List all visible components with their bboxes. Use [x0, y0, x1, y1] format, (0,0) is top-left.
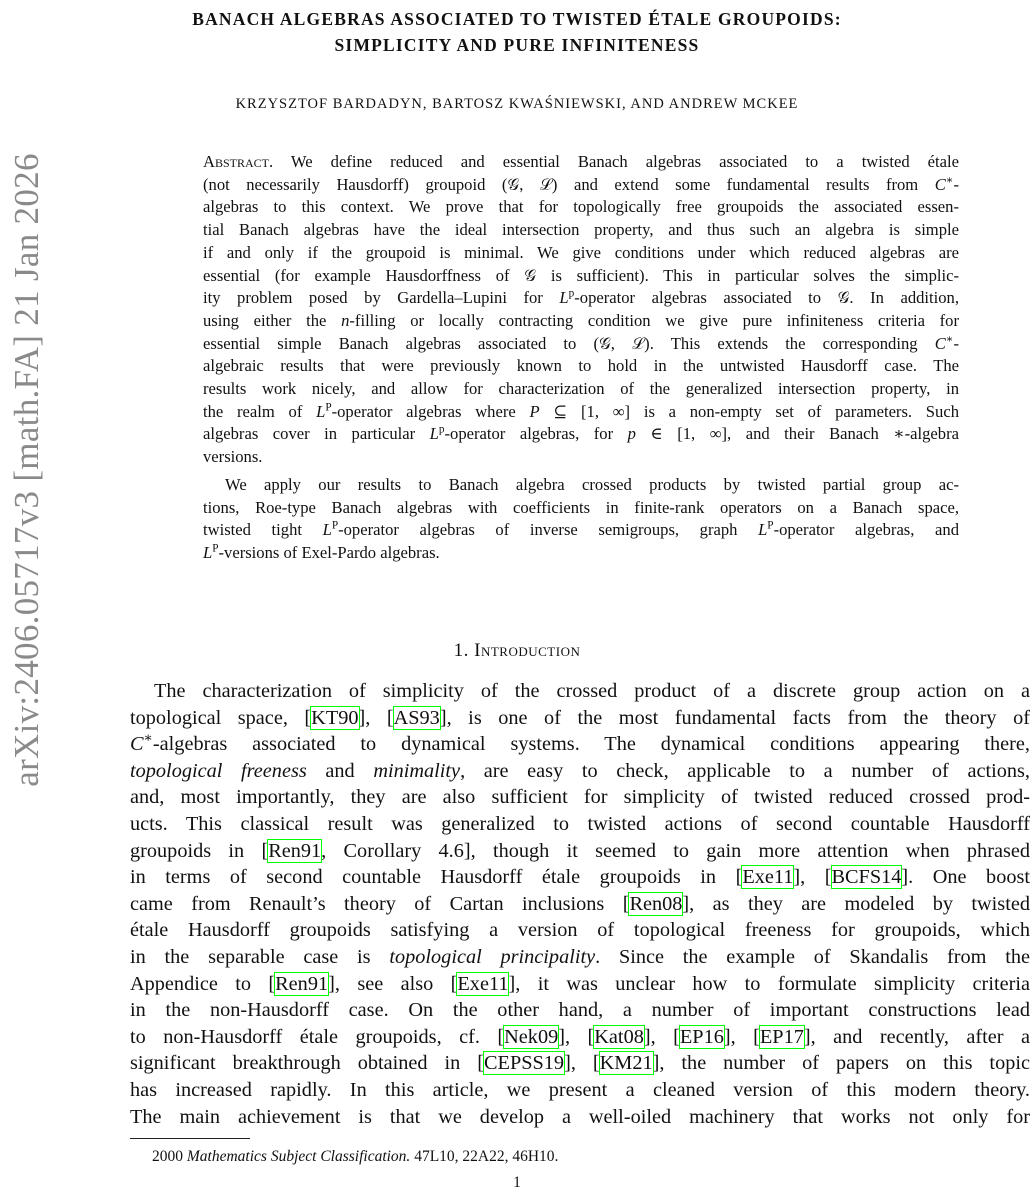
citation-link[interactable]: Ren91 — [275, 972, 329, 995]
text-run: to non-Hausdorff étale groupoids, cf. [ — [130, 1025, 505, 1048]
text-run: -operator algebras of inverse semigroups, graph — [338, 520, 759, 540]
superscript: P — [325, 401, 332, 414]
text-line — [203, 474, 959, 497]
text-run: The main achievement is that we develop a well-oiled machinery that works not only for — [130, 1105, 1030, 1128]
text-run: L — [559, 288, 569, 308]
text-line — [130, 864, 1030, 891]
citation-link[interactable]: AS93 — [393, 706, 440, 729]
text-line — [130, 997, 1030, 1024]
text-run: and — [306, 759, 374, 782]
citation-link[interactable]: CEPSS19 — [484, 1052, 565, 1075]
superscript: p — [568, 287, 575, 300]
text-run: L — [316, 401, 326, 421]
text-run: . Since the example of Skandalis from the — [595, 945, 1030, 968]
superscript: ∗ — [945, 174, 954, 187]
text-line — [203, 423, 959, 446]
text-line — [130, 1077, 1030, 1104]
text-run: -versions of Exel-Pardo algebras. — [218, 543, 440, 563]
text-run: L — [203, 543, 213, 563]
text-run: Abstract. — [203, 152, 274, 171]
citation-link[interactable]: Exe11 — [742, 866, 794, 889]
superscript: ∗ — [143, 730, 153, 746]
text-run: essential (for example Hausdorffness of 𝒢 is sufficient). This in particular solves the simplic- — [203, 265, 959, 285]
text-line — [203, 219, 959, 242]
text-run: ], is one of the most fundamental facts from the theory of — [439, 706, 1030, 729]
text-line — [203, 265, 959, 288]
text-run: , Corollary 4.6], though it seemed to gain more attention when phrased — [321, 839, 1030, 862]
footnote — [152, 1148, 558, 1166]
text-run: ], [ — [558, 1025, 595, 1048]
text-line — [130, 731, 1030, 758]
abstract-paragraph-2 — [203, 474, 959, 565]
citation-link[interactable]: Exe11 — [457, 972, 509, 995]
text-run: -operator algebras associated to 𝒢. In addition, — [574, 288, 959, 308]
superscript: P — [331, 519, 339, 532]
citation-link[interactable]: Ren91 — [268, 839, 322, 862]
section-number: 1. — [453, 640, 469, 661]
text-line — [130, 678, 1030, 705]
text-line — [130, 758, 1030, 785]
citation-link[interactable]: EP17 — [759, 1025, 804, 1048]
text-run: -operator algebras, for — [444, 424, 628, 444]
text-line — [203, 196, 959, 219]
text-run: C — [130, 733, 144, 756]
text-run: The characterization of simplicity of the crossed product of a discrete group action on a — [154, 680, 1030, 702]
text-run: ], as they are modeled by twisted — [682, 892, 1030, 915]
section-heading — [0, 640, 1034, 662]
text-run: C — [934, 174, 946, 194]
text-line — [203, 310, 959, 333]
text-run: groupoids in [ — [130, 839, 269, 862]
text-run: tial Banach algebras have the ideal intersection property, and thus such an algebra is simple — [203, 220, 959, 240]
text-line — [130, 944, 1030, 971]
text-run: ∈ [1, ∞], and their Banach ∗-algebra — [635, 424, 959, 444]
text-run: ity problem posed by Gardella–Lupini for — [203, 288, 560, 308]
text-line — [203, 287, 959, 310]
text-line — [130, 891, 1030, 918]
text-line — [130, 811, 1030, 838]
text-run: ], the number of papers on this topic — [652, 1052, 1030, 1075]
text-run: ], see also [ — [328, 972, 458, 995]
text-run: minimality — [373, 759, 461, 782]
citation-link[interactable]: KT90 — [311, 706, 359, 729]
text-line — [203, 151, 959, 174]
text-run: using either the — [203, 310, 342, 330]
text-run: algebras cover in particular — [203, 424, 430, 444]
text-line — [130, 1104, 1030, 1131]
text-line — [203, 519, 959, 542]
text-run: ], [ — [358, 706, 394, 729]
text-run: essential simple Banach algebras associated to (𝒢, ℒ). This extends the corresponding — [203, 333, 935, 353]
text-run: in the non-Hausdorff case. On the other hand, a number of important constructions lead — [130, 999, 1030, 1022]
text-run: in the separable case is — [130, 945, 390, 968]
text-run: the realm of — [203, 401, 317, 421]
text-run: ⊆ [1, ∞] is a non-empty set of parameters. Such — [539, 401, 959, 421]
text-run: L — [758, 520, 768, 540]
text-run: L — [322, 520, 332, 540]
text-run: significant breakthrough obtained in [ — [130, 1052, 485, 1075]
text-line — [203, 497, 959, 520]
text-run: results work nicely, and allow for characterization of the generalized intersection property, in — [203, 379, 959, 399]
text-run: We define reduced and essential Banach algebras associated to a twisted étale — [273, 152, 959, 171]
abstract-paragraph-1 — [203, 151, 959, 469]
text-run: twisted tight — [203, 520, 323, 540]
text-run: topological freeness — [130, 759, 307, 782]
text-run: ], it was unclear how to formulate simplicity criteria — [508, 972, 1030, 995]
text-run: étale Hausdorff groupoids satisfying a version of topological freeness for groupoids, which — [130, 919, 1030, 942]
text-run: has increased rapidly. In this article, we present a cleaned version of this modern theory. — [130, 1078, 1030, 1101]
paper-title — [0, 6, 1034, 58]
text-run: Appendice to [ — [130, 972, 276, 995]
citation-link[interactable]: Ren08 — [629, 892, 683, 915]
text-run: - — [953, 174, 959, 194]
introduction-body — [130, 678, 1030, 1130]
text-run: in terms of second countable Hausdorff étale groupoids in [ — [130, 866, 743, 889]
text-run: C — [934, 333, 946, 353]
citation-link[interactable]: Nek09 — [504, 1025, 559, 1048]
superscript: p — [438, 423, 445, 436]
text-run: algebras to this context. We prove that for topologically free groupoids the associated essen- — [203, 197, 959, 217]
superscript: P — [212, 542, 219, 555]
text-run: came from Renault’s theory of Cartan inclusions [ — [130, 892, 630, 915]
text-run: if and only if the groupoid is minimal. We give conditions under which reduced algebras are — [203, 242, 959, 262]
arxiv-identifier-stamp: arXiv:2406.05717v3 [math.FA] 21 Jan 2026 — [7, 153, 46, 787]
text-line — [203, 355, 959, 378]
superscript: ∗ — [945, 333, 954, 346]
text-run: algebraic results that were previously known to hold in the untwisted Hausdorff case. The — [203, 356, 959, 376]
text-run: , are easy to check, applicable to a number of actions, — [460, 759, 1030, 782]
text-run: ], [ — [643, 1025, 680, 1048]
citation-link[interactable]: EP16 — [679, 1025, 724, 1048]
text-run: P — [529, 401, 540, 421]
text-line — [203, 174, 959, 197]
citation-link[interactable]: Kat08 — [594, 1025, 644, 1048]
footnote-codes: 47L10, 22A22, 46H10. — [414, 1148, 559, 1165]
text-run: ]. One boost — [901, 866, 1031, 889]
text-line — [130, 1050, 1030, 1077]
title-line-2: SIMPLICITY AND PURE INFINITENESS — [334, 35, 700, 55]
text-run: topological principality — [389, 945, 596, 968]
text-run: -algebras associated to dynamical systems. The dynamical conditions appearing there, — [152, 733, 1030, 756]
footnote-label: Mathematics Subject Classification. — [186, 1148, 411, 1165]
text-run: (not necessarily Hausdorff) groupoid (𝒢, ℒ) and extend some fundamental results from — [203, 174, 935, 194]
text-line — [203, 333, 959, 356]
text-run: ], [ — [723, 1025, 760, 1048]
text-line — [130, 917, 1030, 944]
text-run: ], [ — [793, 866, 832, 889]
author-list: KRZYSZTOF BARDADYN, BARTOSZ KWAŚNIEWSKI, AND ANDREW MCKEE — [235, 96, 799, 112]
footnote-rule — [130, 1138, 250, 1139]
footnote-year: 2000 — [152, 1148, 183, 1165]
citation-link[interactable]: KM21 — [599, 1052, 653, 1075]
title-line-1: BANACH ALGEBRAS ASSOCIATED TO TWISTED ÉTALE GROUPOIDS: — [192, 9, 842, 29]
page-number: 1 — [513, 1174, 521, 1191]
text-run: n — [341, 310, 350, 330]
text-line — [203, 446, 959, 469]
text-run: and, most importantly, they are also sufficient for simplicity of twisted reduced crossed prod- — [130, 786, 1030, 809]
text-line — [130, 838, 1030, 865]
text-run: ], and recently, after a — [803, 1025, 1031, 1048]
citation-link[interactable]: BCFS14 — [831, 866, 902, 889]
text-run: - — [953, 333, 959, 353]
text-run: -filling or locally contracting condition we give pure infiniteness criteria for — [349, 310, 959, 330]
text-line — [130, 1024, 1030, 1051]
text-run: versions. — [203, 447, 263, 467]
text-run: topological space, [ — [130, 706, 312, 729]
text-run: We apply our results to Banach algebra crossed products by twisted partial group ac- — [225, 475, 959, 494]
text-run: ucts. This classical result was generalized to twisted actions of second countable Hausdorff — [130, 812, 1030, 835]
text-run: L — [429, 424, 439, 444]
text-run: -operator algebras, and — [773, 520, 959, 540]
text-run: tions, Roe-type Banach algebras with coefficients in finite-rank operators on a Banach space, — [203, 497, 959, 517]
text-line — [203, 542, 959, 565]
text-run: ], [ — [564, 1052, 600, 1075]
superscript: P — [767, 519, 774, 532]
text-line — [203, 242, 959, 265]
text-line — [203, 378, 959, 401]
section-title: Introduction — [474, 640, 581, 661]
text-line — [130, 971, 1030, 998]
text-run: p — [627, 424, 636, 444]
text-line — [203, 401, 959, 424]
text-run: -operator algebras where — [331, 401, 530, 421]
text-line — [130, 784, 1030, 811]
text-line — [130, 705, 1030, 732]
